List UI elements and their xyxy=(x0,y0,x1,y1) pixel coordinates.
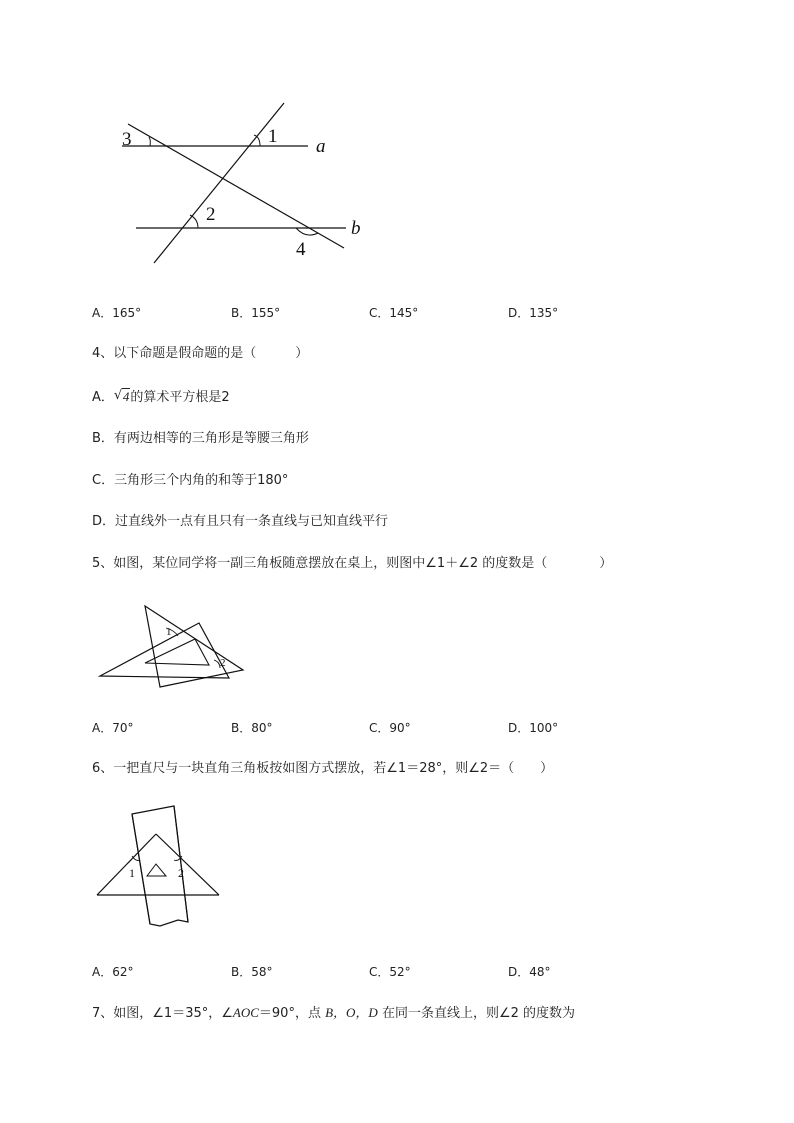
sqrt-symbol: √ 4 xyxy=(113,388,130,404)
q6-stem: 6、一把直尺与一块直角三角板按如图方式摆放，若∠1＝28°，则∠2＝（ ） xyxy=(92,761,554,776)
q4-option-a-suffix: 的算术平方根是2 xyxy=(130,390,230,405)
q6-option-c[interactable]: C．52° xyxy=(369,965,411,979)
angle-arc-1 xyxy=(254,135,260,146)
q5-label-2: 2 xyxy=(220,657,226,669)
q6-option-b[interactable]: B．58° xyxy=(231,965,273,979)
q6-option-a[interactable]: A．62° xyxy=(92,965,134,979)
label-3: 3 xyxy=(122,129,132,150)
q5-option-b[interactable]: B．80° xyxy=(231,721,273,735)
q7-angle-aoc: AOC xyxy=(232,1005,259,1020)
label-4: 4 xyxy=(296,239,306,260)
sqrt-radicand: 4 xyxy=(122,389,130,404)
label-b: b xyxy=(351,218,361,239)
q4-option-b[interactable]: B．有两边相等的三角形是等腰三角形 xyxy=(92,431,309,446)
q3-option-c[interactable]: C．145° xyxy=(369,306,419,320)
q5-label-1: 1 xyxy=(166,626,172,638)
figure-ruler-triangle xyxy=(94,800,224,932)
label-2: 2 xyxy=(206,204,216,225)
q5-option-c[interactable]: C．90° xyxy=(369,721,411,735)
q7-stem-part2: ＝90°，点 xyxy=(258,1006,326,1021)
label-a: a xyxy=(316,136,326,157)
q3-option-d[interactable]: D．135° xyxy=(508,306,559,320)
q6-label-1: 1 xyxy=(129,866,135,880)
q6-label-2: 2 xyxy=(178,866,184,880)
q4-option-d[interactable]: D．过直线外一点有且只有一条直线与已知直线平行 xyxy=(92,514,389,529)
q4-option-a-prefix: A． xyxy=(92,390,114,405)
q5-option-d[interactable]: D．100° xyxy=(508,721,559,735)
q7-stem-part3: 在同一条直线上，则∠2 的度数为 xyxy=(377,1006,576,1021)
q3-option-a[interactable]: A．165° xyxy=(92,306,142,320)
angle-arc-3 xyxy=(149,137,150,146)
set-square-back xyxy=(145,606,243,687)
q7-points-bod: B，O，D xyxy=(325,1005,378,1020)
figure-set-squares xyxy=(96,600,248,690)
q4-option-c[interactable]: C．三角形三个内角的和等于180° xyxy=(92,473,289,488)
q3-option-b[interactable]: B．155° xyxy=(231,306,281,320)
q7-stem-part1: 7、如图，∠1＝35°，∠ xyxy=(92,1006,233,1021)
q6-option-d[interactable]: D．48° xyxy=(508,965,551,979)
figure-parallel-lines xyxy=(110,95,370,270)
q5-stem: 5、如图，某位同学将一副三角板随意摆放在桌上，则图中∠1＋∠2 的度数是（ ） xyxy=(92,556,613,571)
q5-option-a[interactable]: A．70° xyxy=(92,721,134,735)
transversal-shallow xyxy=(128,124,344,248)
q7-stem xyxy=(92,1004,575,1023)
label-1: 1 xyxy=(268,126,278,147)
q4-option-a[interactable] xyxy=(92,388,230,407)
transversal-steep xyxy=(154,103,284,263)
q4-stem: 4、以下命题是假命题的是（ ） xyxy=(92,346,309,361)
set-square-front xyxy=(100,623,229,678)
